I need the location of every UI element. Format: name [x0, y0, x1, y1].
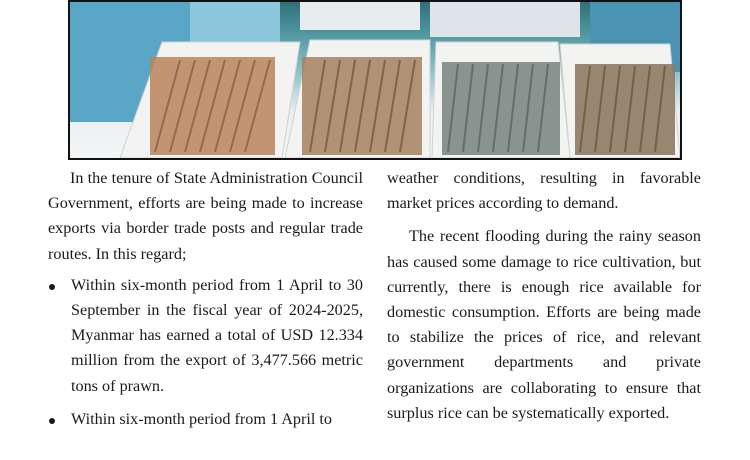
right-column: [387, 166, 701, 426]
bullet-dot-icon: [49, 418, 55, 424]
prawns-tray-1: [150, 57, 275, 155]
continued-paragraph: weather conditions, resulting in favorable market prices according to demand.: [387, 169, 701, 213]
prawns-tray-4: [575, 64, 675, 155]
rice-paragraph: The recent flooding during the rainy season has caused some damage to rice cultivation, but currently, there is enough rice available for domestic consumption. Efforts are being made to stabilize the prices of rice, and relevant government departments and private organizations are collaborating to ensure that surplus rice can be systematically exported.: [387, 227, 701, 422]
bullet-text: Within six-month period from 1 April to: [71, 409, 333, 428]
prawns-tray-3: [442, 62, 560, 155]
worker-glove: [190, 2, 280, 42]
left-column: [48, 166, 363, 440]
bullet-dot-icon: [49, 284, 55, 290]
table-top: [300, 2, 420, 30]
bullet-list: [48, 273, 363, 432]
table-back: [430, 2, 580, 37]
intro-paragraph: In the tenure of State Administration Council Government, efforts are being made to increase exports via border trade posts and regular trade routes. In this regard;: [48, 169, 363, 263]
prawns-tray-2: [302, 57, 422, 155]
prawn-trays-photo: [68, 0, 682, 160]
bullet-text: Within six-month period from 1 April to 30 September in the fiscal year of 2024-2025, Myanmar has earned a total of USD 12.334 million from the export of 3,477.566 metric tons of prawn.: [71, 275, 363, 395]
list-item: [48, 273, 363, 399]
list-item: [48, 407, 363, 432]
prawn-trays-illustration: [70, 2, 680, 158]
